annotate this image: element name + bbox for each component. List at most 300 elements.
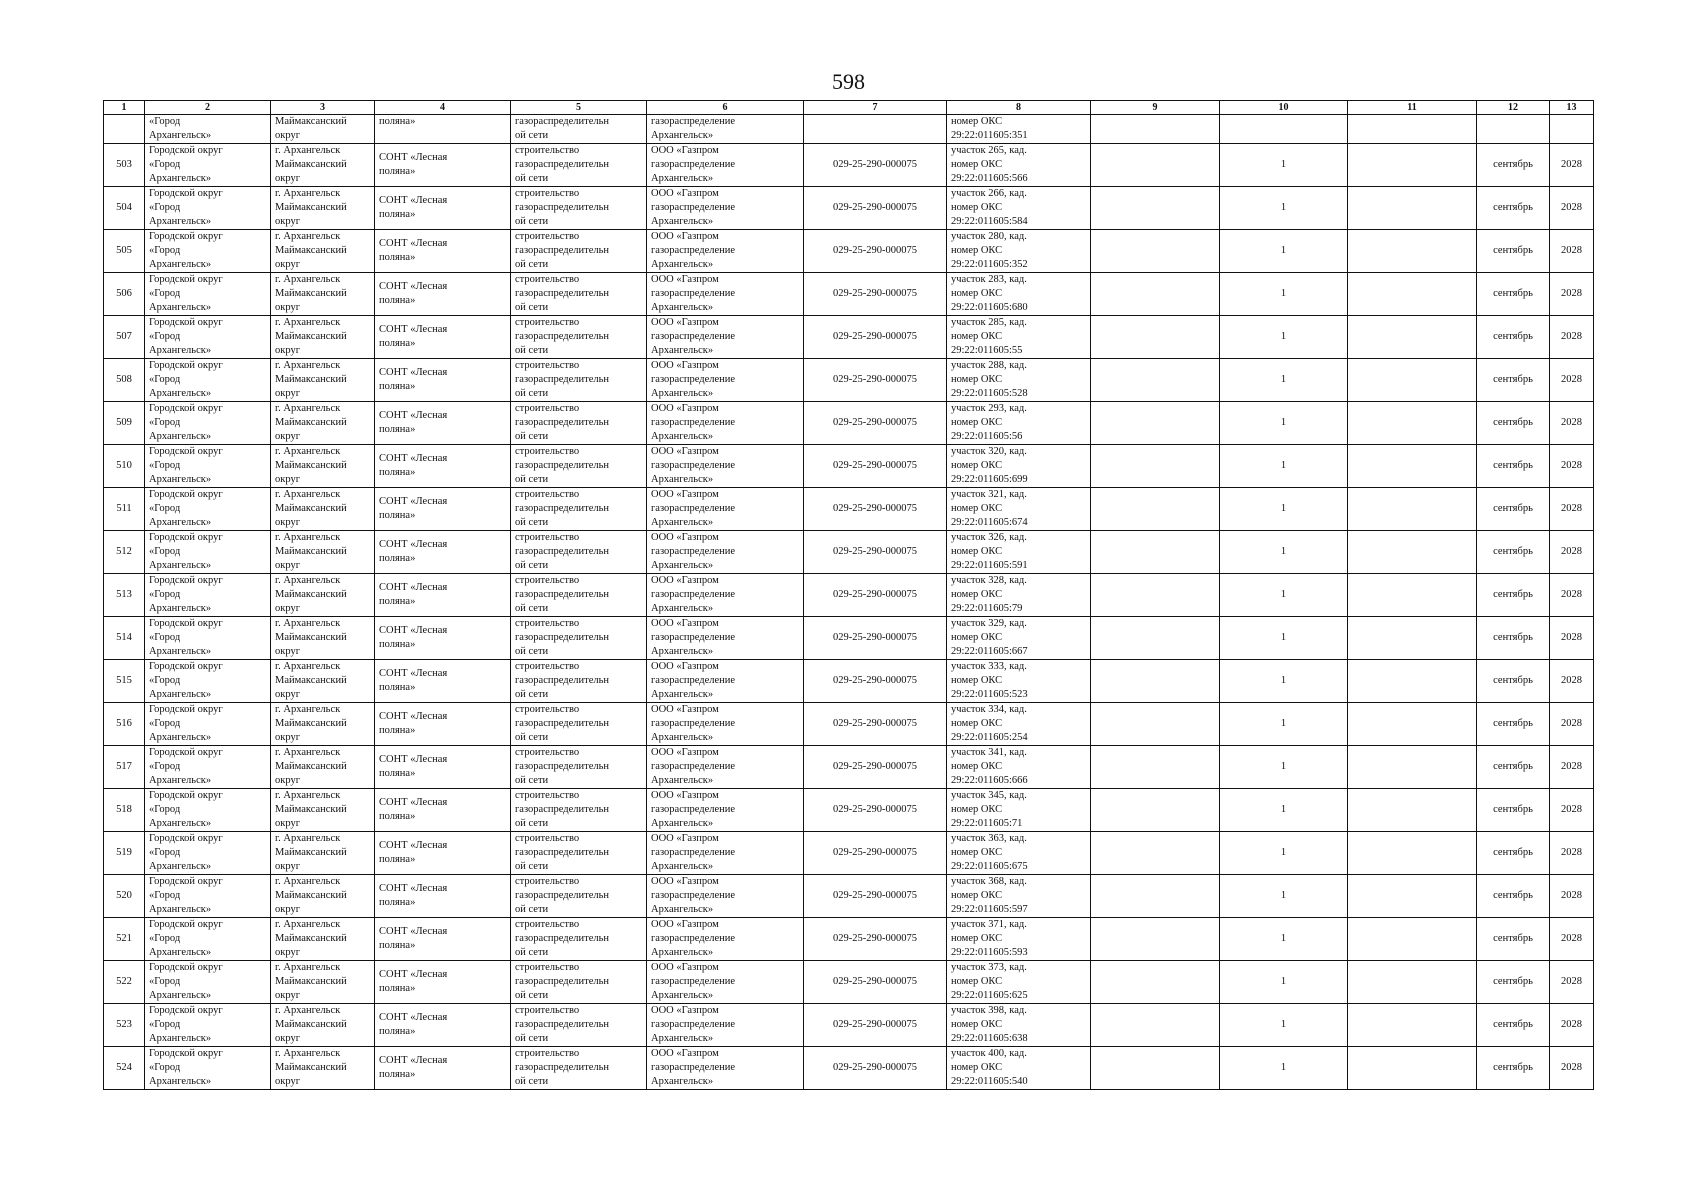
cell-program-id: 029-25-290-000075 (804, 1047, 947, 1090)
cell-program-id: 029-25-290-000075 (804, 531, 947, 574)
cell-col10: 1 (1220, 875, 1348, 918)
table-row (104, 961, 1594, 1004)
cell-work-type-line: строительство (515, 661, 580, 672)
cell-col11 (1348, 359, 1477, 402)
cell-object (947, 660, 1091, 703)
cell-col10: 1 (1220, 1004, 1348, 1047)
cell-settlement (375, 144, 511, 187)
cell-district (271, 273, 375, 316)
cell-district-line: г. Архангельск (275, 446, 341, 457)
cell-municipality-line: «Город (149, 674, 181, 686)
column-number: 7 (804, 101, 947, 115)
cell-district-line: округ (275, 473, 301, 485)
cell-object-plot: участок 341, кад. (951, 747, 1027, 758)
cell-municipality-line: Архангельск» (149, 774, 212, 786)
column-number: 12 (1477, 101, 1550, 115)
cell-district-line: г. Архангельск (275, 231, 341, 242)
cell-organization-line: ООО «Газпром (651, 446, 719, 457)
cell-municipality (145, 1047, 271, 1090)
cell-organization-line: ООО «Газпром (651, 274, 719, 285)
cell-month: сентябрь (1477, 531, 1550, 574)
cell-col9 (1091, 832, 1220, 875)
cell-row-number: 521 (104, 918, 145, 961)
cell-municipality (145, 316, 271, 359)
column-number: 10 (1220, 101, 1348, 115)
cell-work-type-line: ой сети (515, 817, 549, 829)
cell-object-label: номер ОКС (951, 545, 1003, 557)
cell-organization-line: Архангельск» (651, 688, 714, 700)
cell-municipality-line: Архангельск» (149, 387, 212, 399)
cell-settlement-line: поляна» (379, 510, 416, 521)
cell-object-cadastral: 29:22:011605:352 (951, 258, 1028, 270)
cell-col10: 1 (1220, 703, 1348, 746)
cell-municipality-line: Городской округ (149, 360, 223, 371)
cell-object-plot: участок 326, кад. (951, 532, 1027, 543)
cell-work-type-line: ой сети (515, 774, 549, 786)
cell-object-label: номер ОКС (951, 803, 1003, 815)
cell-district-line: округ (275, 258, 301, 270)
cell-object-plot: участок 400, кад. (951, 1048, 1027, 1059)
cell-district (271, 359, 375, 402)
cell-object-label: номер ОКС (951, 932, 1003, 944)
cell-object-label: номер ОКС (951, 373, 1003, 385)
column-number: 6 (647, 101, 804, 115)
cell-municipality-line: Городской округ (149, 790, 223, 801)
table-row (104, 531, 1594, 574)
cell-settlement (375, 488, 511, 531)
cell-col9 (1091, 1047, 1220, 1090)
cell-object-plot: участок 320, кад. (951, 446, 1027, 457)
cell-municipality (145, 187, 271, 230)
cell-municipality-line: Архангельск» (149, 903, 212, 915)
cell-organization-line: ООО «Газпром (651, 489, 719, 500)
cell-organization (647, 832, 804, 875)
cell-settlement (375, 660, 511, 703)
cell-work-type (511, 187, 647, 230)
cell-district-line: г. Архангельск (275, 833, 341, 844)
cell-work-type (511, 402, 647, 445)
cell-year: 2028 (1550, 746, 1594, 789)
cell-organization-line: Архангельск» (651, 989, 714, 1001)
cell-organization (647, 789, 804, 832)
cell-col9 (1091, 273, 1220, 316)
cell-municipality-line: «Город (149, 760, 181, 772)
cell-object-plot: участок 328, кад. (951, 575, 1027, 586)
cell-municipality-line: Архангельск» (149, 473, 212, 485)
cell-municipality (145, 961, 271, 1004)
cell-object-line: 29:22:011605:351 (951, 129, 1028, 141)
cell-object-label: номер ОКС (951, 244, 1003, 256)
cell-object-label: номер ОКС (951, 631, 1003, 643)
cell-municipality-line: Архангельск» (149, 430, 212, 442)
cell-work-type-line: строительство (515, 1048, 580, 1059)
cell-work-type-line: газораспределительн (515, 803, 610, 815)
cell-month: сентябрь (1477, 918, 1550, 961)
cell-month: сентябрь (1477, 832, 1550, 875)
cell-settlement-line: поляна» (379, 553, 416, 564)
cell-col9 (1091, 703, 1220, 746)
cell-district-line: г. Архангельск (275, 145, 341, 156)
cell-municipality-line: Городской округ (149, 1048, 223, 1059)
cell-work-type-line: ой сети (515, 301, 549, 313)
cell-district (271, 1047, 375, 1090)
cell-municipality-line: «Город (149, 631, 181, 643)
cell-object-cadastral: 29:22:011605:523 (951, 688, 1028, 700)
cell-year: 2028 (1550, 961, 1594, 1004)
cell-settlement (375, 1047, 511, 1090)
cell-year: 2028 (1550, 402, 1594, 445)
cell-municipality-line: «Город (149, 932, 181, 944)
cell-object-label: номер ОКС (951, 846, 1003, 858)
cell-district-line: г. Архангельск (275, 919, 341, 930)
cell-col9 (1091, 402, 1220, 445)
cell-work-type (511, 746, 647, 789)
cell-year: 2028 (1550, 230, 1594, 273)
table-row (104, 703, 1594, 746)
cell-work-type-line: газораспределительн (515, 1018, 610, 1030)
cell-work-type-line: ой сети (515, 430, 549, 442)
cell-col10: 1 (1220, 832, 1348, 875)
cell-district-line: Маймаксанский (275, 803, 347, 815)
column-number: 2 (145, 101, 271, 115)
cell-district (271, 875, 375, 918)
cell-settlement-line: поляна» (379, 1069, 416, 1080)
cell-settlement-line: СОНТ «Лесная (379, 410, 448, 422)
cell-col9 (1091, 144, 1220, 187)
cell-settlement-line: поляна» (379, 639, 416, 650)
cell-organization-line: ООО «Газпром (651, 1048, 719, 1059)
cell-object-plot: участок 373, кад. (951, 962, 1027, 973)
cell-work-type (511, 961, 647, 1004)
cell-settlement-line: поляна» (379, 596, 416, 607)
cell-work-type (511, 660, 647, 703)
cell-month: сентябрь (1477, 488, 1550, 531)
table-row (104, 875, 1594, 918)
cell-work-type-line: ой сети (515, 172, 549, 184)
column-number: 11 (1348, 101, 1477, 115)
cell-object-plot: участок 293, кад. (951, 403, 1027, 414)
cell-settlement-line: поляна» (379, 116, 416, 127)
cell-district-line: округ (275, 215, 301, 227)
cell-work-type-line: ой сети (515, 215, 549, 227)
cell-work-type-line: газораспределительн (515, 674, 610, 686)
cell-district (271, 1004, 375, 1047)
cell-organization-line: Архангельск» (651, 731, 714, 743)
cell-object-label: номер ОКС (951, 158, 1003, 170)
cell-col10: 1 (1220, 918, 1348, 961)
cell-col11 (1348, 488, 1477, 531)
cell-object-label: номер ОКС (951, 975, 1003, 987)
cell-work-type-line: строительство (515, 188, 580, 199)
cell-col9 (1091, 617, 1220, 660)
cell-district (271, 617, 375, 660)
cell-municipality-line: Архангельск» (149, 1075, 212, 1087)
cell-col11 (1348, 961, 1477, 1004)
cell-object (947, 273, 1091, 316)
table-row (104, 316, 1594, 359)
cell-col10: 1 (1220, 531, 1348, 574)
cell-work-type-line: строительство (515, 231, 580, 242)
cell-organization-line: Архангельск» (651, 645, 714, 657)
cell-row-number: 513 (104, 574, 145, 617)
cell-object (947, 617, 1091, 660)
cell-work-type-line: ой сети (515, 129, 549, 141)
cell-year: 2028 (1550, 1047, 1594, 1090)
cell-organization-line: газораспределение (651, 116, 736, 127)
cell-municipality-line: «Город (149, 545, 181, 557)
cell-row-number: 516 (104, 703, 145, 746)
cell-col11 (1348, 1004, 1477, 1047)
cell-organization (647, 115, 804, 144)
cell-work-type-line: ой сети (515, 258, 549, 270)
cell-work-type-line: ой сети (515, 903, 549, 915)
cell-col9 (1091, 875, 1220, 918)
cell-program-id: 029-25-290-000075 (804, 1004, 947, 1047)
cell-row-number: 523 (104, 1004, 145, 1047)
cell-col9 (1091, 531, 1220, 574)
cell-settlement (375, 402, 511, 445)
cell-work-type-line: строительство (515, 575, 580, 586)
cell-col11 (1348, 273, 1477, 316)
cell-district-line: округ (275, 817, 301, 829)
cell-settlement (375, 574, 511, 617)
cell-settlement-line: поляна» (379, 295, 416, 306)
cell-work-type-line: газораспределительн (515, 975, 610, 987)
cell-organization-line: Архангельск» (651, 172, 714, 184)
cell-district-line: г. Архангельск (275, 1005, 341, 1016)
cell-municipality (145, 875, 271, 918)
cell-organization-line: газораспределение (651, 330, 736, 342)
cell-district-line: г. Архангельск (275, 532, 341, 543)
cell-settlement (375, 875, 511, 918)
cell-district-line: округ (275, 559, 301, 571)
cell-municipality-line: Архангельск» (149, 645, 212, 657)
cell-object-plot: участок 329, кад. (951, 618, 1027, 629)
cell-settlement-line: СОНТ «Лесная (379, 195, 448, 207)
cell-district-line: округ (275, 129, 301, 141)
cell-municipality-line: Городской округ (149, 446, 223, 457)
cell-object-cadastral: 29:22:011605:584 (951, 215, 1028, 227)
cell-organization-line: Архангельск» (651, 946, 714, 958)
table-row (104, 359, 1594, 402)
cell-district-line: г. Архангельск (275, 317, 341, 328)
cell-object (947, 445, 1091, 488)
cell-settlement-line: поляна» (379, 467, 416, 478)
cell-row-number (104, 115, 145, 144)
cell-row-number: 507 (104, 316, 145, 359)
cell-work-type (511, 488, 647, 531)
table-row (104, 1004, 1594, 1047)
cell-district (271, 445, 375, 488)
cell-month: сентябрь (1477, 660, 1550, 703)
cell-municipality-line: «Город (149, 416, 181, 428)
cell-object-label: номер ОКС (951, 287, 1003, 299)
cell-object-plot: участок 333, кад. (951, 661, 1027, 672)
cell-row-number: 505 (104, 230, 145, 273)
cell-object-cadastral: 29:22:011605:680 (951, 301, 1028, 313)
cell-col11 (1348, 316, 1477, 359)
cell-municipality (145, 488, 271, 531)
cell-district (271, 144, 375, 187)
cell-col9 (1091, 230, 1220, 273)
cell-organization-line: Архангельск» (651, 258, 714, 270)
cell-organization-line: Архангельск» (651, 860, 714, 872)
table-row (104, 617, 1594, 660)
cell-municipality-line: Архангельск» (149, 860, 212, 872)
cell-col11 (1348, 230, 1477, 273)
cell-program-id: 029-25-290-000075 (804, 402, 947, 445)
cell-district-line: г. Архангельск (275, 360, 341, 371)
cell-row-number: 515 (104, 660, 145, 703)
column-number: 1 (104, 101, 145, 115)
cell-object-cadastral: 29:22:011605:667 (951, 645, 1028, 657)
cell-month: сентябрь (1477, 961, 1550, 1004)
cell-year: 2028 (1550, 789, 1594, 832)
cell-district-line: округ (275, 301, 301, 313)
cell-district-line: округ (275, 344, 301, 356)
cell-object-label: номер ОКС (951, 674, 1003, 686)
cell-municipality-line: Городской округ (149, 403, 223, 414)
cell-row-number: 520 (104, 875, 145, 918)
cell-program-id: 029-25-290-000075 (804, 316, 947, 359)
cell-municipality-line: Городской округ (149, 188, 223, 199)
cell-settlement-line: СОНТ «Лесная (379, 539, 448, 551)
cell-month: сентябрь (1477, 875, 1550, 918)
cell-program-id: 029-25-290-000075 (804, 574, 947, 617)
cell-municipality (145, 531, 271, 574)
cell-organization-line: газораспределение (651, 717, 736, 729)
cell-work-type-line: строительство (515, 747, 580, 758)
cell-col10 (1220, 115, 1348, 144)
cell-work-type-line: ой сети (515, 559, 549, 571)
cell-settlement-line: СОНТ «Лесная (379, 496, 448, 508)
cell-organization-line: ООО «Газпром (651, 962, 719, 973)
cell-organization (647, 230, 804, 273)
cell-settlement-line: поляна» (379, 983, 416, 994)
cell-program-id: 029-25-290-000075 (804, 359, 947, 402)
cell-program-id: 029-25-290-000075 (804, 703, 947, 746)
cell-district-line: Маймаксанский (275, 545, 347, 557)
cell-municipality (145, 144, 271, 187)
cell-district-line: г. Архангельск (275, 790, 341, 801)
cell-district-line: округ (275, 989, 301, 1001)
cell-organization-line: газораспределение (651, 975, 736, 987)
cell-month: сентябрь (1477, 144, 1550, 187)
cell-organization-line: ООО «Газпром (651, 704, 719, 715)
table-body (104, 101, 1594, 1090)
cell-settlement (375, 273, 511, 316)
cell-municipality-line: «Город (149, 803, 181, 815)
cell-district-line: Маймаксанский (275, 459, 347, 471)
table-row (104, 187, 1594, 230)
cell-settlement-line: поляна» (379, 897, 416, 908)
cell-municipality-line: «Город (149, 717, 181, 729)
cell-col10: 1 (1220, 574, 1348, 617)
cell-organization (647, 316, 804, 359)
cell-year: 2028 (1550, 574, 1594, 617)
cell-organization-line: Архангельск» (651, 387, 714, 399)
cell-district-line: округ (275, 774, 301, 786)
cell-settlement-line: поляна» (379, 381, 416, 392)
cell-year: 2028 (1550, 617, 1594, 660)
cell-object-label: номер ОКС (951, 717, 1003, 729)
cell-row-number: 503 (104, 144, 145, 187)
cell-month: сентябрь (1477, 789, 1550, 832)
cell-municipality-line: «Город (149, 116, 181, 127)
column-number: 4 (375, 101, 511, 115)
cell-settlement-line: СОНТ «Лесная (379, 152, 448, 164)
cell-municipality-line: Городской округ (149, 274, 223, 285)
cell-municipality-line: Архангельск» (149, 989, 212, 1001)
cell-district-line: Маймаксанский (275, 674, 347, 686)
cell-settlement-line: СОНТ «Лесная (379, 926, 448, 938)
cell-object-label: номер ОКС (951, 1061, 1003, 1073)
table-row (104, 488, 1594, 531)
cell-col11 (1348, 1047, 1477, 1090)
cell-district-line: Маймаксанский (275, 116, 347, 127)
cell-col11 (1348, 875, 1477, 918)
cell-district (271, 488, 375, 531)
cell-col10: 1 (1220, 1047, 1348, 1090)
cell-organization-line: ООО «Газпром (651, 919, 719, 930)
cell-object-plot: участок 265, кад. (951, 145, 1027, 156)
cell-object-cadastral: 29:22:011605:254 (951, 731, 1028, 743)
cell-organization-line: ООО «Газпром (651, 145, 719, 156)
cell-settlement-line: поляна» (379, 1026, 416, 1037)
table-row (104, 660, 1594, 703)
cell-organization-line: ООО «Газпром (651, 876, 719, 887)
cell-municipality-line: «Город (149, 1061, 181, 1073)
cell-settlement (375, 617, 511, 660)
cell-municipality-line: Городской округ (149, 747, 223, 758)
cell-col9 (1091, 1004, 1220, 1047)
cell-month: сентябрь (1477, 359, 1550, 402)
cell-organization-line: ООО «Газпром (651, 532, 719, 543)
cell-year: 2028 (1550, 875, 1594, 918)
cell-object (947, 144, 1091, 187)
cell-organization-line: газораспределение (651, 1018, 736, 1030)
cell-organization-line: Архангельск» (651, 903, 714, 915)
cell-district-line: г. Архангельск (275, 1048, 341, 1059)
cell-district-line: округ (275, 903, 301, 915)
cell-settlement (375, 789, 511, 832)
cell-municipality-line: «Город (149, 158, 181, 170)
cell-organization-line: газораспределение (651, 416, 736, 428)
cell-work-type-line: газораспределительн (515, 116, 610, 127)
cell-settlement-line: СОНТ «Лесная (379, 582, 448, 594)
cell-municipality-line: Архангельск» (149, 602, 212, 614)
cell-municipality (145, 703, 271, 746)
cell-municipality-line: «Город (149, 373, 181, 385)
cell-row-number: 512 (104, 531, 145, 574)
cell-col9 (1091, 316, 1220, 359)
cell-col10: 1 (1220, 359, 1348, 402)
cell-work-type-line: ой сети (515, 946, 549, 958)
cell-col10: 1 (1220, 961, 1348, 1004)
cell-col11 (1348, 832, 1477, 875)
cell-organization (647, 703, 804, 746)
cell-settlement (375, 746, 511, 789)
cell-municipality-line: «Город (149, 244, 181, 256)
cell-organization-line: Архангельск» (651, 344, 714, 356)
cell-col9 (1091, 918, 1220, 961)
cell-municipality (145, 832, 271, 875)
cell-object-cadastral: 29:22:011605:666 (951, 774, 1028, 786)
cell-col10: 1 (1220, 617, 1348, 660)
cell-organization-line: Архангельск» (651, 215, 714, 227)
cell-col10: 1 (1220, 488, 1348, 531)
cell-work-type-line: строительство (515, 962, 580, 973)
